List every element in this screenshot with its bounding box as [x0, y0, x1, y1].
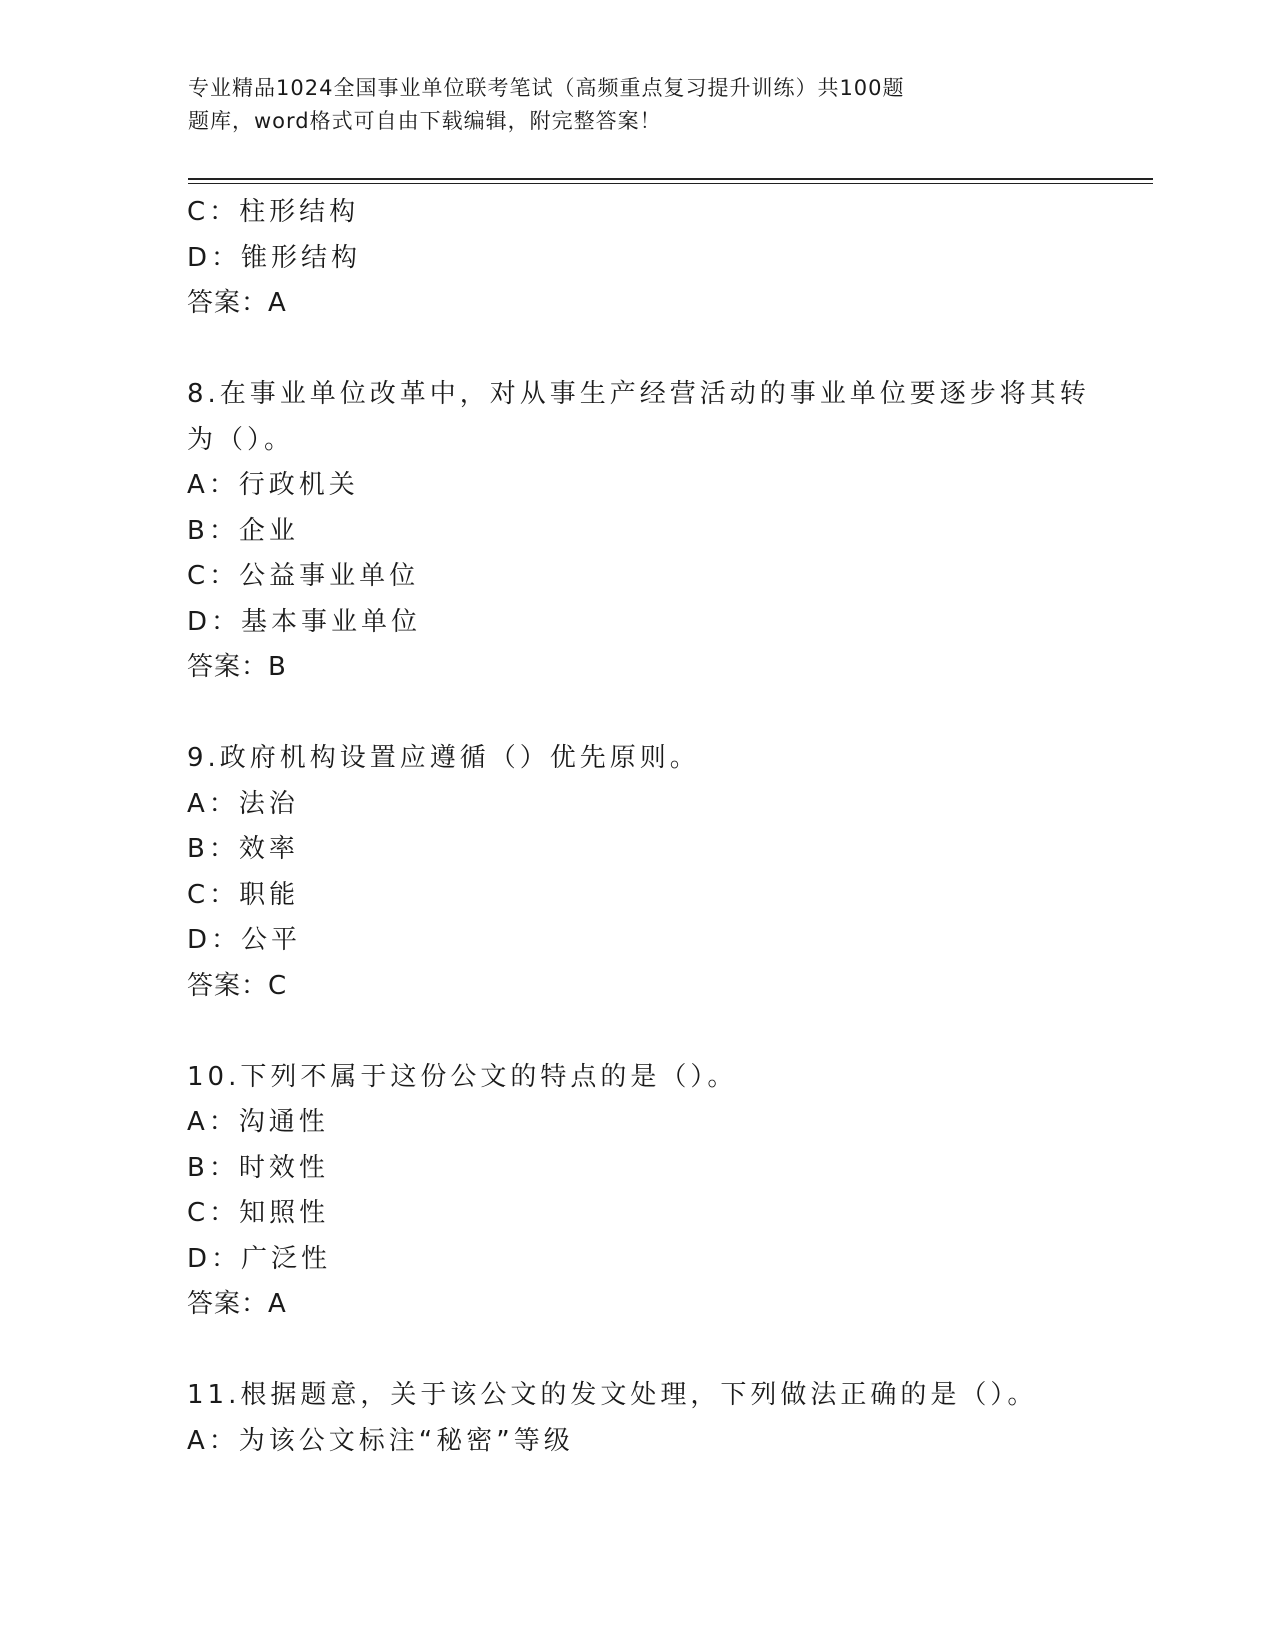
option-a: A：为该公文标注“秘密”等级	[187, 1425, 574, 1456]
answer-text: 答案：C	[187, 970, 288, 1001]
header-line-1: 专业精品1024全国事业单位联考笔试（高频重点复习提升训练）共100题	[188, 76, 905, 100]
question-stem: 8.在事业单位改革中，对从事生产经营活动的事业单位要逐步将其转	[187, 379, 1090, 409]
option-d: D：锥形结构	[187, 242, 362, 273]
question-stem-cont: 为（）。	[187, 424, 295, 455]
question-8	[187, 372, 1090, 691]
header-rule-thin	[188, 183, 1153, 184]
option-a: A：沟通性	[187, 1107, 329, 1137]
answer-text: 答案：A	[187, 288, 287, 318]
spacer	[187, 327, 1067, 373]
option-b: B：企业	[187, 515, 299, 546]
option-c: C：公益事业单位	[187, 561, 420, 591]
answer-text: 答案：A	[187, 1289, 287, 1319]
option-b: B：效率	[187, 834, 299, 864]
question-11	[187, 1373, 1067, 1464]
option-c: C：知照性	[187, 1198, 330, 1228]
question-9	[187, 736, 1067, 1009]
spacer	[187, 691, 1067, 737]
option-c: C：职能	[187, 879, 300, 910]
option-a: A：法治	[187, 788, 299, 819]
document-header	[188, 72, 1028, 138]
answer-text: 答案：B	[187, 652, 287, 682]
spacer	[187, 1009, 1067, 1055]
option-d: D：公平	[187, 925, 302, 955]
question-stem: 10.下列不属于这份公文的特点的是（）。	[187, 1061, 738, 1092]
question-stem: 9.政府机构设置应遵循（）优先原则。	[187, 743, 700, 773]
header-rule-thick	[188, 178, 1153, 180]
question-stem: 11.根据题意，关于该公文的发文处理，下列做法正确的是（）。	[187, 1380, 1038, 1410]
option-d: D：广泛性	[187, 1243, 332, 1274]
question-list	[187, 190, 1090, 1464]
option-d: D：基本事业单位	[187, 606, 422, 637]
option-c: C：柱形结构	[187, 197, 360, 227]
header-line-2: 题库，word格式可自由下载编辑，附完整答案！	[188, 109, 662, 133]
spacer	[187, 1328, 1067, 1374]
option-a: A：行政机关	[187, 470, 359, 500]
question-7-tail	[187, 190, 1067, 327]
option-b: B：时效性	[187, 1152, 329, 1183]
question-10	[187, 1055, 1067, 1328]
